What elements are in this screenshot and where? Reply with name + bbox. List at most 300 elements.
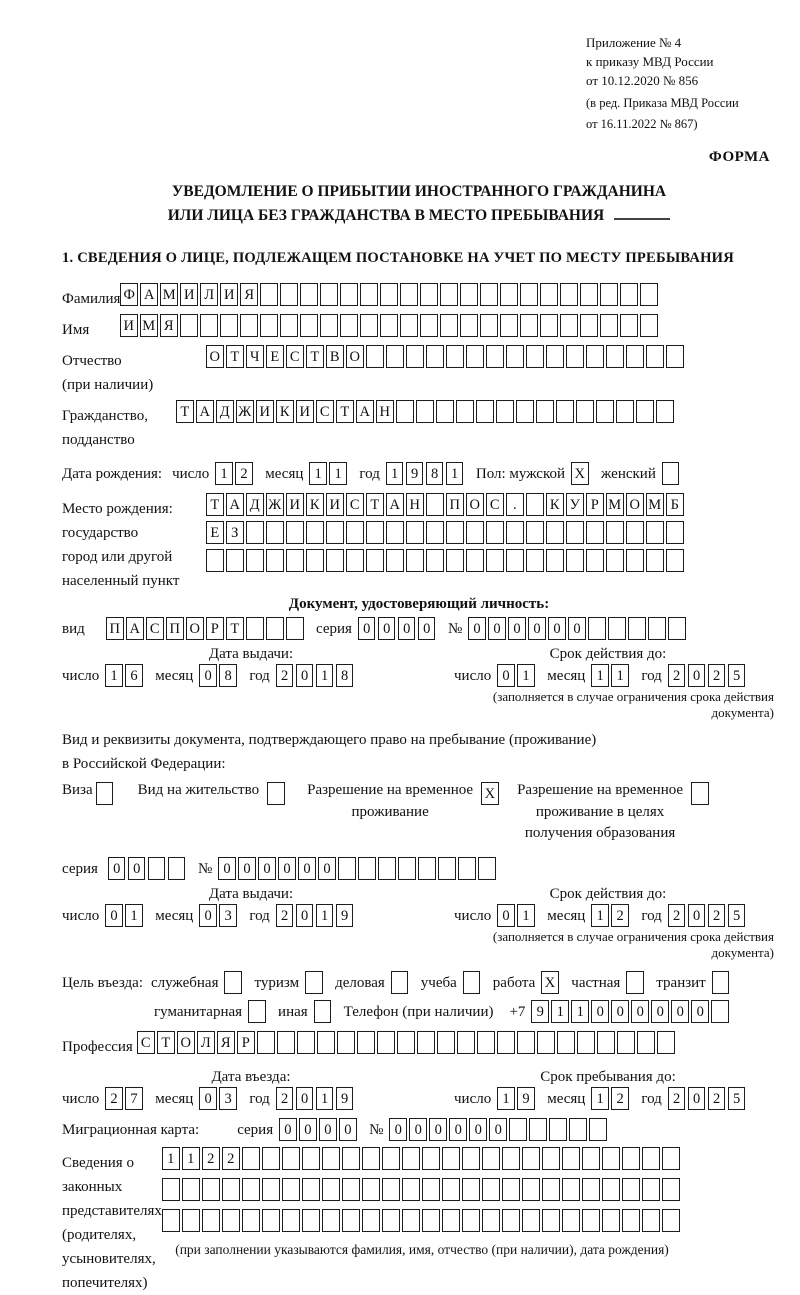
- char-box[interactable]: 0: [631, 1000, 649, 1023]
- char-box[interactable]: 0: [488, 617, 506, 640]
- char-box[interactable]: 1: [125, 904, 143, 927]
- char-box[interactable]: 5: [728, 1087, 746, 1110]
- char-box[interactable]: 1: [105, 664, 123, 687]
- char-box[interactable]: [377, 1031, 395, 1054]
- char-box[interactable]: Л: [200, 283, 218, 306]
- char-box[interactable]: 0: [389, 1118, 407, 1141]
- char-box[interactable]: 0: [508, 617, 526, 640]
- char-box[interactable]: [326, 549, 344, 572]
- char-box[interactable]: Б: [666, 493, 684, 516]
- char-box[interactable]: 5: [728, 904, 746, 927]
- char-box[interactable]: [182, 1209, 200, 1232]
- char-box[interactable]: [569, 1118, 587, 1141]
- char-box[interactable]: 2: [105, 1087, 123, 1110]
- char-box[interactable]: [557, 1031, 575, 1054]
- char-box[interactable]: [666, 345, 684, 368]
- char-box[interactable]: [526, 493, 544, 516]
- char-box[interactable]: 9: [517, 1087, 535, 1110]
- char-box[interactable]: 0: [105, 904, 123, 927]
- char-box[interactable]: [422, 1209, 440, 1232]
- char-box[interactable]: 0: [691, 1000, 709, 1023]
- char-box[interactable]: [378, 857, 396, 880]
- char-box[interactable]: И: [220, 283, 238, 306]
- char-box[interactable]: 1: [517, 904, 535, 927]
- char-box[interactable]: С: [137, 1031, 155, 1054]
- char-box[interactable]: Т: [157, 1031, 175, 1054]
- char-box[interactable]: А: [196, 400, 214, 423]
- char-box[interactable]: Д: [216, 400, 234, 423]
- char-box[interactable]: [446, 345, 464, 368]
- char-box[interactable]: [482, 1178, 500, 1201]
- char-box[interactable]: 0: [299, 1118, 317, 1141]
- char-box[interactable]: 0: [378, 617, 396, 640]
- char-box[interactable]: [462, 1178, 480, 1201]
- char-box[interactable]: [262, 1147, 280, 1170]
- char-box[interactable]: 8: [336, 664, 354, 687]
- char-box[interactable]: 2: [202, 1147, 220, 1170]
- char-box[interactable]: 0: [398, 617, 416, 640]
- char-box[interactable]: [426, 345, 444, 368]
- char-box[interactable]: [320, 314, 338, 337]
- char-box[interactable]: [257, 1031, 275, 1054]
- char-box[interactable]: И: [180, 283, 198, 306]
- char-box[interactable]: А: [140, 283, 158, 306]
- char-box[interactable]: 1: [316, 664, 334, 687]
- char-box[interactable]: [500, 314, 518, 337]
- char-box[interactable]: [606, 521, 624, 544]
- char-box[interactable]: А: [356, 400, 374, 423]
- char-box[interactable]: [398, 857, 416, 880]
- char-box[interactable]: [460, 314, 478, 337]
- char-box[interactable]: В: [326, 345, 344, 368]
- char-box[interactable]: 0: [497, 664, 515, 687]
- char-box[interactable]: [306, 521, 324, 544]
- char-box[interactable]: [416, 400, 434, 423]
- char-box[interactable]: М: [140, 314, 158, 337]
- char-box[interactable]: [622, 1147, 640, 1170]
- char-box[interactable]: 0: [199, 904, 217, 927]
- char-box[interactable]: 0: [296, 904, 314, 927]
- char-box[interactable]: [246, 617, 264, 640]
- char-box[interactable]: 1: [591, 1087, 609, 1110]
- char-box[interactable]: [622, 1209, 640, 1232]
- char-box[interactable]: [517, 1031, 535, 1054]
- char-box[interactable]: [220, 314, 238, 337]
- char-box[interactable]: К: [306, 493, 324, 516]
- char-box[interactable]: [560, 283, 578, 306]
- char-box[interactable]: [222, 1209, 240, 1232]
- char-box[interactable]: [648, 617, 666, 640]
- char-box[interactable]: [162, 1209, 180, 1232]
- char-box[interactable]: 0: [318, 857, 336, 880]
- char-box[interactable]: 0: [296, 1087, 314, 1110]
- char-box[interactable]: [340, 283, 358, 306]
- char-box[interactable]: 9: [336, 1087, 354, 1110]
- char-box[interactable]: 2: [235, 462, 253, 485]
- char-box[interactable]: [282, 1147, 300, 1170]
- char-box[interactable]: [297, 1031, 315, 1054]
- char-box[interactable]: [446, 549, 464, 572]
- char-box[interactable]: 0: [298, 857, 316, 880]
- char-box[interactable]: [460, 283, 478, 306]
- char-box[interactable]: И: [326, 493, 344, 516]
- char-box[interactable]: [506, 521, 524, 544]
- char-box[interactable]: 0: [409, 1118, 427, 1141]
- char-box[interactable]: Н: [406, 493, 424, 516]
- char-box[interactable]: Д: [246, 493, 264, 516]
- char-box[interactable]: 1: [446, 462, 464, 485]
- char-box[interactable]: Е: [206, 521, 224, 544]
- char-box[interactable]: 1: [182, 1147, 200, 1170]
- char-box[interactable]: [242, 1209, 260, 1232]
- char-box[interactable]: [462, 1209, 480, 1232]
- char-box[interactable]: [497, 1031, 515, 1054]
- checkbox[interactable]: [314, 1000, 332, 1023]
- char-box[interactable]: 0: [319, 1118, 337, 1141]
- char-box[interactable]: [502, 1178, 520, 1201]
- char-box[interactable]: [426, 549, 444, 572]
- char-box[interactable]: [337, 1031, 355, 1054]
- char-box[interactable]: [440, 314, 458, 337]
- char-box[interactable]: Ж: [266, 493, 284, 516]
- char-box[interactable]: [402, 1147, 420, 1170]
- char-box[interactable]: 5: [728, 664, 746, 687]
- char-box[interactable]: [626, 345, 644, 368]
- char-box[interactable]: [362, 1147, 380, 1170]
- char-box[interactable]: Т: [306, 345, 324, 368]
- char-box[interactable]: 0: [591, 1000, 609, 1023]
- char-box[interactable]: [420, 314, 438, 337]
- char-box[interactable]: [606, 345, 624, 368]
- char-box[interactable]: [360, 283, 378, 306]
- char-box[interactable]: [546, 521, 564, 544]
- char-box[interactable]: [326, 521, 344, 544]
- char-box[interactable]: Ф: [120, 283, 138, 306]
- char-box[interactable]: [406, 521, 424, 544]
- char-box[interactable]: [666, 549, 684, 572]
- char-box[interactable]: [322, 1209, 340, 1232]
- char-box[interactable]: [522, 1209, 540, 1232]
- char-box[interactable]: 0: [258, 857, 276, 880]
- char-box[interactable]: [622, 1178, 640, 1201]
- char-box[interactable]: 0: [688, 1087, 706, 1110]
- char-box[interactable]: [556, 400, 574, 423]
- char-box[interactable]: 2: [611, 1087, 629, 1110]
- char-box[interactable]: М: [646, 493, 664, 516]
- char-box[interactable]: [546, 549, 564, 572]
- char-box[interactable]: 0: [528, 617, 546, 640]
- char-box[interactable]: 0: [489, 1118, 507, 1141]
- char-box[interactable]: 1: [551, 1000, 569, 1023]
- char-box[interactable]: П: [166, 617, 184, 640]
- char-box[interactable]: [180, 314, 198, 337]
- char-box[interactable]: [646, 345, 664, 368]
- char-box[interactable]: [226, 549, 244, 572]
- char-box[interactable]: Т: [366, 493, 384, 516]
- char-box[interactable]: [577, 1031, 595, 1054]
- char-box[interactable]: 0: [671, 1000, 689, 1023]
- char-box[interactable]: [242, 1178, 260, 1201]
- char-box[interactable]: [260, 283, 278, 306]
- char-box[interactable]: [560, 314, 578, 337]
- char-box[interactable]: [642, 1147, 660, 1170]
- char-box[interactable]: [526, 549, 544, 572]
- char-box[interactable]: [457, 1031, 475, 1054]
- char-box[interactable]: [282, 1178, 300, 1201]
- char-box[interactable]: [440, 283, 458, 306]
- char-box[interactable]: [202, 1178, 220, 1201]
- char-box[interactable]: 0: [339, 1118, 357, 1141]
- char-box[interactable]: 3: [219, 904, 237, 927]
- char-box[interactable]: Р: [206, 617, 224, 640]
- char-box[interactable]: [596, 400, 614, 423]
- char-box[interactable]: [626, 549, 644, 572]
- char-box[interactable]: Я: [240, 283, 258, 306]
- char-box[interactable]: [642, 1209, 660, 1232]
- char-box[interactable]: [496, 400, 514, 423]
- char-box[interactable]: [546, 345, 564, 368]
- char-box[interactable]: 1: [386, 462, 404, 485]
- char-box[interactable]: [628, 617, 646, 640]
- char-box[interactable]: [562, 1209, 580, 1232]
- char-box[interactable]: 1: [611, 664, 629, 687]
- char-box[interactable]: 8: [426, 462, 444, 485]
- checkbox[interactable]: [224, 971, 242, 994]
- char-box[interactable]: С: [146, 617, 164, 640]
- checkbox[interactable]: [626, 971, 644, 994]
- char-box[interactable]: 1: [309, 462, 327, 485]
- char-box[interactable]: [476, 400, 494, 423]
- char-box[interactable]: [602, 1178, 620, 1201]
- char-box[interactable]: [666, 521, 684, 544]
- char-box[interactable]: 0: [358, 617, 376, 640]
- char-box[interactable]: [442, 1178, 460, 1201]
- char-box[interactable]: 0: [199, 664, 217, 687]
- char-box[interactable]: [386, 345, 404, 368]
- char-box[interactable]: [656, 400, 674, 423]
- char-box[interactable]: [566, 521, 584, 544]
- char-box[interactable]: [380, 283, 398, 306]
- char-box[interactable]: [382, 1209, 400, 1232]
- char-box[interactable]: А: [386, 493, 404, 516]
- char-box[interactable]: [442, 1209, 460, 1232]
- char-box[interactable]: [502, 1147, 520, 1170]
- char-box[interactable]: [620, 283, 638, 306]
- char-box[interactable]: 0: [418, 617, 436, 640]
- checkbox[interactable]: [463, 971, 481, 994]
- char-box[interactable]: О: [466, 493, 484, 516]
- char-box[interactable]: [480, 283, 498, 306]
- char-box[interactable]: 0: [688, 904, 706, 927]
- char-box[interactable]: 3: [219, 1087, 237, 1110]
- char-box[interactable]: [562, 1147, 580, 1170]
- char-box[interactable]: [322, 1147, 340, 1170]
- char-box[interactable]: [562, 1178, 580, 1201]
- char-box[interactable]: [582, 1209, 600, 1232]
- char-box[interactable]: 2: [276, 1087, 294, 1110]
- char-box[interactable]: С: [346, 493, 364, 516]
- char-box[interactable]: М: [606, 493, 624, 516]
- char-box[interactable]: [302, 1178, 320, 1201]
- char-box[interactable]: [668, 617, 686, 640]
- char-box[interactable]: [366, 549, 384, 572]
- char-box[interactable]: [602, 1147, 620, 1170]
- char-box[interactable]: 2: [611, 904, 629, 927]
- char-box[interactable]: [266, 549, 284, 572]
- char-box[interactable]: [202, 1209, 220, 1232]
- char-box[interactable]: [537, 1031, 555, 1054]
- char-box[interactable]: [566, 345, 584, 368]
- char-box[interactable]: [246, 521, 264, 544]
- char-box[interactable]: [456, 400, 474, 423]
- char-box[interactable]: [422, 1178, 440, 1201]
- checkbox[interactable]: X: [481, 782, 499, 805]
- char-box[interactable]: [616, 400, 634, 423]
- char-box[interactable]: [502, 1209, 520, 1232]
- char-box[interactable]: [462, 1147, 480, 1170]
- char-box[interactable]: [242, 1147, 260, 1170]
- char-box[interactable]: И: [286, 493, 304, 516]
- char-box[interactable]: [286, 521, 304, 544]
- char-box[interactable]: 1: [571, 1000, 589, 1023]
- char-box[interactable]: [478, 857, 496, 880]
- char-box[interactable]: [620, 314, 638, 337]
- char-box[interactable]: С: [486, 493, 504, 516]
- char-box[interactable]: 0: [199, 1087, 217, 1110]
- checkbox[interactable]: [96, 782, 114, 805]
- char-box[interactable]: [586, 345, 604, 368]
- checkbox[interactable]: [305, 971, 323, 994]
- char-box[interactable]: Т: [226, 345, 244, 368]
- char-box[interactable]: [626, 521, 644, 544]
- char-box[interactable]: [320, 283, 338, 306]
- char-box[interactable]: [522, 1147, 540, 1170]
- char-box[interactable]: [606, 549, 624, 572]
- char-box[interactable]: [637, 1031, 655, 1054]
- checkbox[interactable]: [391, 971, 409, 994]
- char-box[interactable]: [266, 521, 284, 544]
- char-box[interactable]: 9: [531, 1000, 549, 1023]
- char-box[interactable]: [580, 283, 598, 306]
- checkbox[interactable]: [691, 782, 709, 805]
- char-box[interactable]: [402, 1178, 420, 1201]
- char-box[interactable]: 9: [336, 904, 354, 927]
- char-box[interactable]: 0: [296, 664, 314, 687]
- char-box[interactable]: [380, 314, 398, 337]
- char-box[interactable]: [586, 521, 604, 544]
- char-box[interactable]: [516, 400, 534, 423]
- checkbox[interactable]: [267, 782, 285, 805]
- char-box[interactable]: [506, 549, 524, 572]
- char-box[interactable]: [436, 400, 454, 423]
- char-box[interactable]: К: [276, 400, 294, 423]
- char-box[interactable]: 2: [708, 664, 726, 687]
- char-box[interactable]: [566, 549, 584, 572]
- char-box[interactable]: [417, 1031, 435, 1054]
- char-box[interactable]: [317, 1031, 335, 1054]
- char-box[interactable]: 0: [688, 664, 706, 687]
- char-box[interactable]: [300, 314, 318, 337]
- char-box[interactable]: [446, 521, 464, 544]
- char-box[interactable]: [576, 400, 594, 423]
- char-box[interactable]: 1: [591, 904, 609, 927]
- char-box[interactable]: 0: [568, 617, 586, 640]
- char-box[interactable]: 0: [279, 1118, 297, 1141]
- char-box[interactable]: [640, 314, 658, 337]
- char-box[interactable]: [340, 314, 358, 337]
- char-box[interactable]: [600, 283, 618, 306]
- char-box[interactable]: Н: [376, 400, 394, 423]
- char-box[interactable]: [382, 1178, 400, 1201]
- char-box[interactable]: О: [186, 617, 204, 640]
- char-box[interactable]: [486, 521, 504, 544]
- char-box[interactable]: П: [106, 617, 124, 640]
- char-box[interactable]: 0: [238, 857, 256, 880]
- char-box[interactable]: О: [177, 1031, 195, 1054]
- char-box[interactable]: 7: [125, 1087, 143, 1110]
- char-box[interactable]: [366, 521, 384, 544]
- char-box[interactable]: .: [506, 493, 524, 516]
- char-box[interactable]: 2: [276, 904, 294, 927]
- char-box[interactable]: [358, 857, 376, 880]
- char-box[interactable]: [602, 1209, 620, 1232]
- char-box[interactable]: [640, 283, 658, 306]
- char-box[interactable]: [322, 1178, 340, 1201]
- char-box[interactable]: [306, 549, 324, 572]
- char-box[interactable]: Р: [237, 1031, 255, 1054]
- char-box[interactable]: У: [566, 493, 584, 516]
- char-box[interactable]: [711, 1000, 729, 1023]
- char-box[interactable]: [162, 1178, 180, 1201]
- char-box[interactable]: [522, 1178, 540, 1201]
- char-box[interactable]: [636, 400, 654, 423]
- char-box[interactable]: [280, 283, 298, 306]
- char-box[interactable]: 1: [316, 1087, 334, 1110]
- char-box[interactable]: [402, 1209, 420, 1232]
- char-box[interactable]: [480, 314, 498, 337]
- char-box[interactable]: [540, 314, 558, 337]
- char-box[interactable]: [360, 314, 378, 337]
- char-box[interactable]: [589, 1118, 607, 1141]
- char-box[interactable]: [400, 283, 418, 306]
- char-box[interactable]: 2: [222, 1147, 240, 1170]
- checkbox[interactable]: [248, 1000, 266, 1023]
- char-box[interactable]: [206, 549, 224, 572]
- char-box[interactable]: [200, 314, 218, 337]
- checkbox[interactable]: X: [541, 971, 559, 994]
- char-box[interactable]: 1: [316, 904, 334, 927]
- char-box[interactable]: С: [286, 345, 304, 368]
- char-box[interactable]: [549, 1118, 567, 1141]
- char-box[interactable]: Р: [586, 493, 604, 516]
- char-box[interactable]: [346, 549, 364, 572]
- char-box[interactable]: [500, 283, 518, 306]
- char-box[interactable]: [662, 1178, 680, 1201]
- char-box[interactable]: [260, 314, 278, 337]
- char-box[interactable]: О: [206, 345, 224, 368]
- char-box[interactable]: 2: [276, 664, 294, 687]
- char-box[interactable]: [540, 283, 558, 306]
- char-box[interactable]: [262, 1178, 280, 1201]
- char-box[interactable]: [617, 1031, 635, 1054]
- char-box[interactable]: [342, 1147, 360, 1170]
- char-box[interactable]: 0: [108, 857, 126, 880]
- char-box[interactable]: С: [316, 400, 334, 423]
- char-box[interactable]: [437, 1031, 455, 1054]
- char-box[interactable]: Я: [217, 1031, 235, 1054]
- char-box[interactable]: [426, 493, 444, 516]
- char-box[interactable]: [342, 1209, 360, 1232]
